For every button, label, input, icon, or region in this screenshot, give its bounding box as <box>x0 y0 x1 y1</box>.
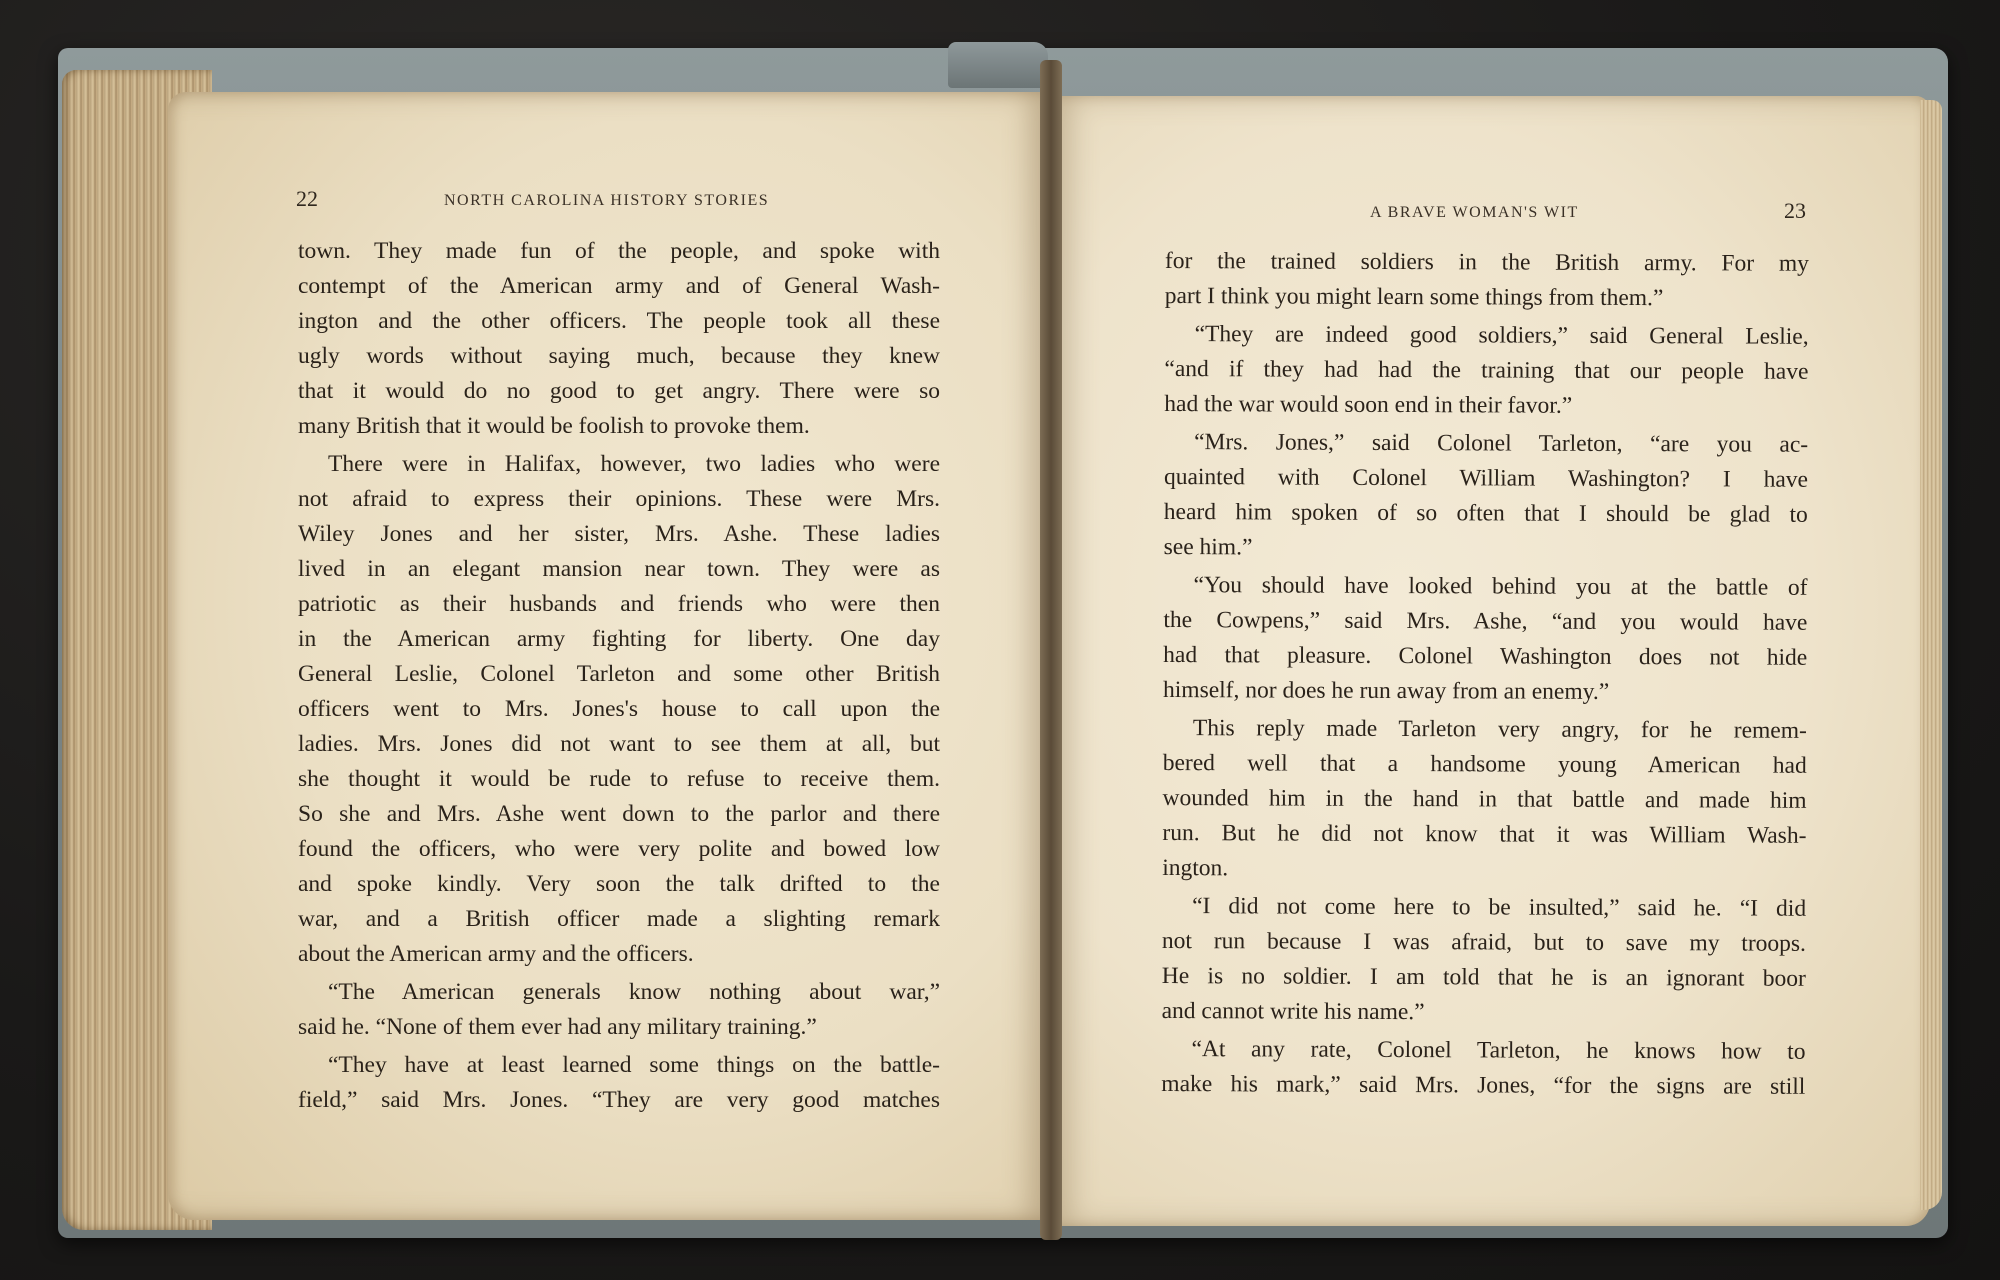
text-line: about the American army and the officers. <box>298 941 694 967</box>
text-line: “At any rate, Colonel Tarleton, he knows how to <box>1191 1036 1806 1065</box>
text-line: in the American army fighting for liberty. One day <box>298 626 940 652</box>
text-line: This reply made Tarleton very angry, for he remem- <box>1192 715 1807 744</box>
text-line: heard him spoken of so often that I should be glad to <box>1163 498 1808 528</box>
text-line: town. They made fun of the people, and spoke with <box>298 238 940 264</box>
text-line: He is no soldier. I am told that he is an ignorant boor <box>1161 962 1806 992</box>
right-page-number: 23 <box>1784 198 1806 223</box>
text-line: contempt of the American army and of General Wash- <box>298 273 940 299</box>
text-line: and cannot write his name.” <box>1161 997 1425 1026</box>
text-line: quainted with Colonel William Washington? I have <box>1163 463 1809 493</box>
right-page-edges <box>1920 100 1942 1210</box>
text-line: lived in an elegant mansion near town. They were as <box>298 556 940 582</box>
spine-headband <box>948 42 1048 88</box>
text-line: himself, nor does he run away from an enemy.” <box>1162 676 1610 705</box>
paragraph <box>298 234 940 444</box>
paragraph <box>298 1048 940 1118</box>
text-line: see him.” <box>1163 533 1253 561</box>
text-line: that it would do no good to get angry. There were so <box>298 378 940 404</box>
text-line: “They are indeed good soldiers,” said General Leslie, <box>1194 321 1809 350</box>
text-line: “and if they had had the training that our people have <box>1164 355 1809 385</box>
text-line: “I did not come here to be insulted,” said he. “I did <box>1192 893 1807 922</box>
text-line: run. But he did not know that it was William Wash- <box>1162 819 1807 849</box>
paragraph <box>1163 568 1808 711</box>
text-line: “Mrs. Jones,” said Colonel Tarleton, “are you ac- <box>1194 429 1809 458</box>
text-line: “You should have looked behind you at the battle of <box>1193 572 1808 601</box>
text-line: wounded him in the hand in that battle and made him <box>1162 784 1807 814</box>
text-line: she thought it would be rude to refuse to receive them. <box>298 766 940 792</box>
text-line: part I think you might learn some things from them.” <box>1164 282 1664 312</box>
text-line: patriotic as their husbands and friends who were then <box>298 591 940 617</box>
text-line: ugly words without saying much, because they knew <box>298 343 940 369</box>
paragraph <box>1165 244 1809 317</box>
text-line: ladies. Mrs. Jones did not want to see them at all, but <box>298 731 940 757</box>
text-line: said he. “None of them ever had any military training.” <box>298 1014 817 1040</box>
text-line: and spoke kindly. Very soon the talk drifted to the <box>298 871 940 897</box>
paragraph <box>298 975 940 1045</box>
text-line: “They have at least learned some things on the battle- <box>328 1052 940 1078</box>
text-line: had that pleasure. Colonel Washington does not hide <box>1163 641 1808 671</box>
paragraph <box>1164 425 1809 568</box>
paragraph <box>1164 317 1808 425</box>
text-line: bered well that a handsome young American had <box>1162 749 1807 779</box>
text-line: ington and the other officers. The people took all these <box>298 308 940 334</box>
right-page-body <box>1161 244 1809 1105</box>
left-page-number: 22 <box>296 186 318 211</box>
text-line: officers went to Mrs. Jones's house to call upon the <box>298 696 940 722</box>
text-line: not run because I was afraid, but to save my troops. <box>1161 927 1807 957</box>
text-line: make his mark,” said Mrs. Jones, “for the signs are still <box>1161 1070 1806 1100</box>
text-line: So she and Mrs. Ashe went down to the parlor and there <box>298 801 940 827</box>
text-line: field,” said Mrs. Jones. “They are very good matches <box>298 1087 940 1113</box>
text-line: many British that it would be foolish to provoke them. <box>298 413 810 439</box>
text-line: the Cowpens,” said Mrs. Ashe, “and you would have <box>1163 606 1808 636</box>
paragraph <box>1162 889 1807 1032</box>
paragraph <box>298 447 940 972</box>
text-line: war, and a British officer made a slighting remark <box>298 906 940 932</box>
left-page-body <box>298 234 940 1118</box>
text-line: ington. <box>1162 854 1229 882</box>
text-line: had the war would soon end in their favor.” <box>1164 390 1573 419</box>
book-gutter <box>1040 60 1062 1240</box>
text-line: Wiley Jones and her sister, Mrs. Ashe. These ladies <box>298 521 940 547</box>
text-line: General Leslie, Colonel Tarleton and some other British <box>298 661 940 687</box>
text-line: “The American generals know nothing about war,” <box>328 979 940 1005</box>
text-line: There were in Halifax, however, two ladies who were <box>328 451 940 477</box>
text-line: for the trained soldiers in the British army. For my <box>1164 247 1809 277</box>
left-running-head: NORTH CAROLINA HISTORY STORIES <box>444 192 770 209</box>
paragraph <box>1162 711 1807 889</box>
paragraph <box>1161 1032 1805 1105</box>
right-running-head: A BRAVE WOMAN'S WIT <box>1370 204 1579 221</box>
text-line: found the officers, who were very polite and bowed low <box>298 836 940 862</box>
text-line: not afraid to express their opinions. These were Mrs. <box>298 486 940 512</box>
